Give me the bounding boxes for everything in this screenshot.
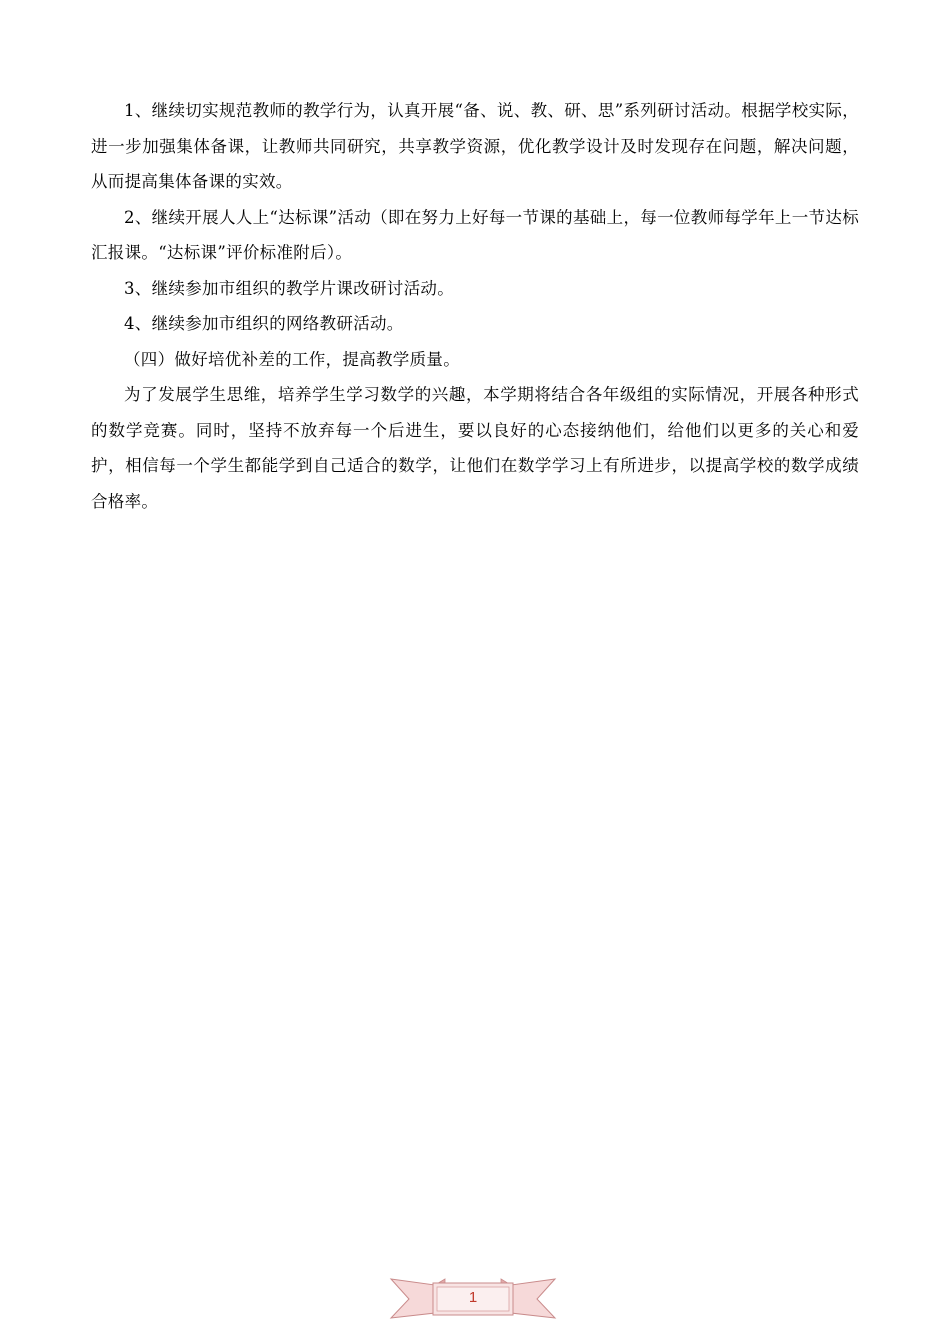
document-body [91,93,859,519]
paragraph-item-4: 4、继续参加市组织的网络教研活动。 [124,314,404,333]
page-number: 1 [468,1289,478,1306]
paragraph-item-2: 2、继续开展人人上“达标课”活动（即在努力上好每一节课的基础上，每一位教师每学年上一节达标汇报课。“达标课”评价标准附后）。 [91,207,859,262]
paragraph-item-3: 3、继续参加市组织的教学片课改研讨活动。 [124,278,454,298]
section-heading: （四）做好培优补差的工作，提高教学质量。 [124,349,460,369]
paragraph-item-6: 为了发展学生思维，培养学生学习数学的兴趣，本学期将结合各年级组的实际情况，开展各种形式的数学竞赛。同时，坚持不放弃每一个后进生，要以良好的心态接纳他们，给他们以更多的关心和爱护，相信每一个学生都能学到自己适合的数学，让他们在数学学习上有所进步，以提高学校的数学成绩合格率。 [91,385,859,511]
paragraph-item-1: 1、继续切实规范教师的教学行为，认真开展“备、说、教、研、思”系列研讨活动。根据学校实际，进一步加强集体备课，让教师共同研究，共享教学资源，优化教学设计及时发现存在问题，解决问题，从而提高集体备课的实效。 [91,101,859,191]
page-footer [389,1273,557,1323]
